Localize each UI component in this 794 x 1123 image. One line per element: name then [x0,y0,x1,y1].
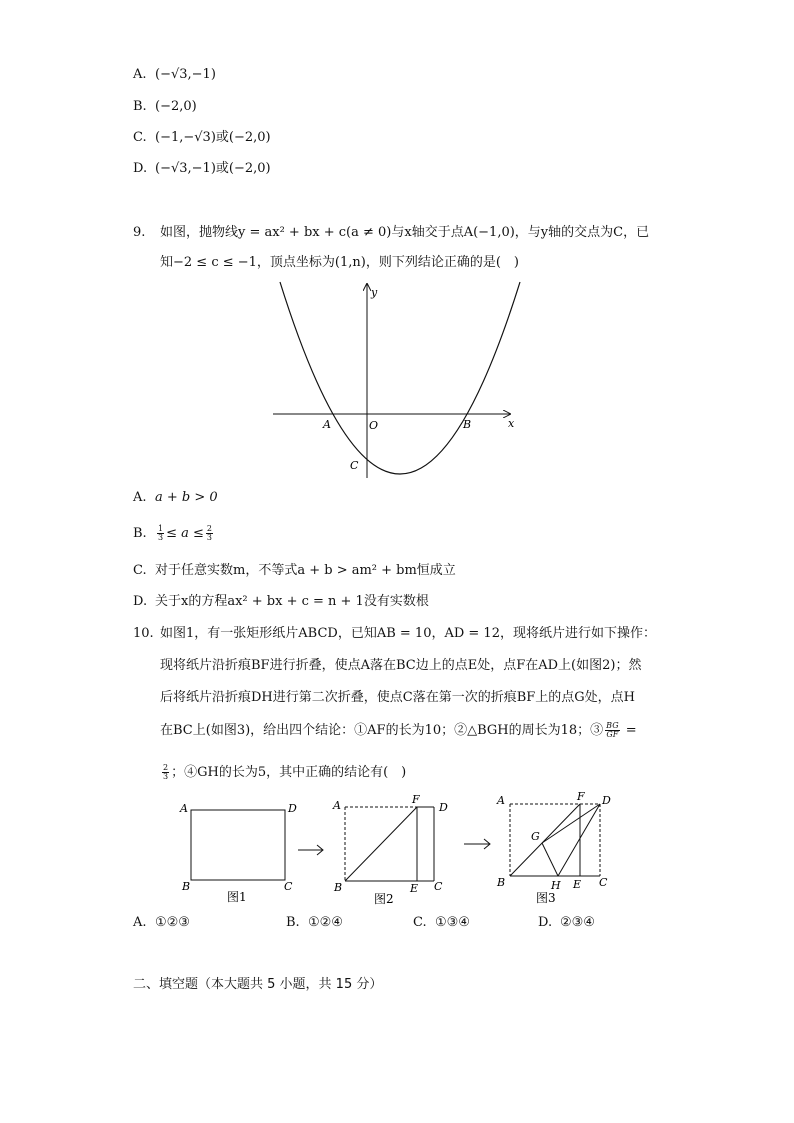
fig1-label-a: A [180,802,188,815]
q10-option-d: D. ②③④ [538,915,595,930]
q9-option-b: B. $\frac{1}{3}$ ≤ a ≤ $\frac{2}{3}$ [133,523,212,542]
q10-stem-line1: 如图1，有一张矩形纸片ABCD，已知AB = 10，AD = 12，现将纸片进行如下操作： [160,626,656,641]
fraction-two-thirds: $\frac{2}{3}$ [206,523,212,542]
q10-figures [170,788,630,910]
label-x: x [508,417,515,430]
fig2-label-e: E [410,882,419,895]
q10-stem-line2: 现将纸片沿折痕BF进行折叠，使点A落在BC边上的点E处，点F在AD上(如图2)；然 [160,658,642,673]
section-title: 二、填空题（本大题共 5 小题，共 15 分） [133,977,383,992]
q9-stem-line1: 如图，抛物线y = ax² + bx + c(a ≠ 0)与x轴交于点A(−1,0)，与y轴的交点为C，已 [160,225,650,240]
fig3-label-f: F [577,790,585,803]
q8-option-d: D. (−√3,−1)或(−2,0) [133,161,271,176]
fraction-two-thirds-q10: $\frac{2}{3}$ [163,762,169,781]
fig3-label-e: E [573,878,582,891]
q9-option-a: A. a + b > 0 [133,490,218,505]
q8-option-b: B. (−2,0) [133,99,197,114]
q9-number: 9. [133,225,146,240]
parabola-curve [280,282,520,474]
q9-option-d: D. 关于x的方程ax² + bx + c = n + 1没有实数根 [133,594,429,609]
fig3-label-h: H [551,879,561,892]
q10-stem-line5: $\frac{2}{3}$ ；④GH的长为5，其中正确的结论有( ) [163,762,407,781]
fraction-bg-gf: $\frac{BG}{GF}$ [606,720,619,739]
fig3-label-c: C [599,876,608,889]
q10-option-a: A. ①②③ [133,915,190,930]
q10-stem-line3: 后将纸片沿折痕DH进行第二次折叠，使点C落在第一次的折痕BF上的点G处，点H [160,690,636,705]
fig3-drawing [510,804,600,876]
fig3-label-b: B [497,876,506,889]
fig2-label-d: D [439,801,448,814]
arrow-right-icon [464,839,490,849]
fig2-label-c: C [434,880,443,893]
q9-option-c: C. 对于任意实数m，不等式a + b > am² + bm恒成立 [133,563,456,578]
label-b: B [463,418,472,431]
q10-number: 10. [133,626,154,641]
fig2-drawing [345,807,434,881]
label-y: y [371,286,378,299]
fig3-label-a: A [497,794,505,807]
q8-option-a: A. (−√3,−1) [133,67,216,82]
label-o: O [369,419,379,432]
label-c: C [350,459,359,472]
fig1-label-b: B [182,880,191,893]
fig1-label-c: C [284,880,293,893]
q9-parabola-graph [268,278,524,482]
fig1-label-d: D [288,802,297,815]
fig1-caption: 图1 [227,890,247,904]
fig3-caption: 图3 [536,891,556,905]
q8-option-c: C. (−1,−√3)或(−2,0) [133,130,271,145]
label-a: A [323,418,331,431]
fig2-label-a: A [333,799,341,812]
q10-option-c: C. ①③④ [413,915,470,930]
q9-stem-line2: 知−2 ≤ c ≤ −1，顶点坐标为(1,n)，则下列结论正确的是( ) [160,255,519,270]
fraction-one-third: $\frac{1}{3}$ [158,523,164,542]
fig2-caption: 图2 [374,892,394,906]
fig2-label-b: B [334,881,343,894]
q10-option-b: B. ①②④ [286,915,343,930]
fig3-label-d: D [602,794,611,807]
arrow-right-icon [298,845,323,855]
fig1-rectangle [191,810,285,880]
fig2-label-f: F [412,793,420,806]
q10-stem-line4: 在BC上(如图3)，给出四个结论：①AF的长为10；②△BGH的周长为18；③ $\frac{BG}{GF}$ = [160,720,637,739]
fig3-label-g: G [531,830,540,843]
